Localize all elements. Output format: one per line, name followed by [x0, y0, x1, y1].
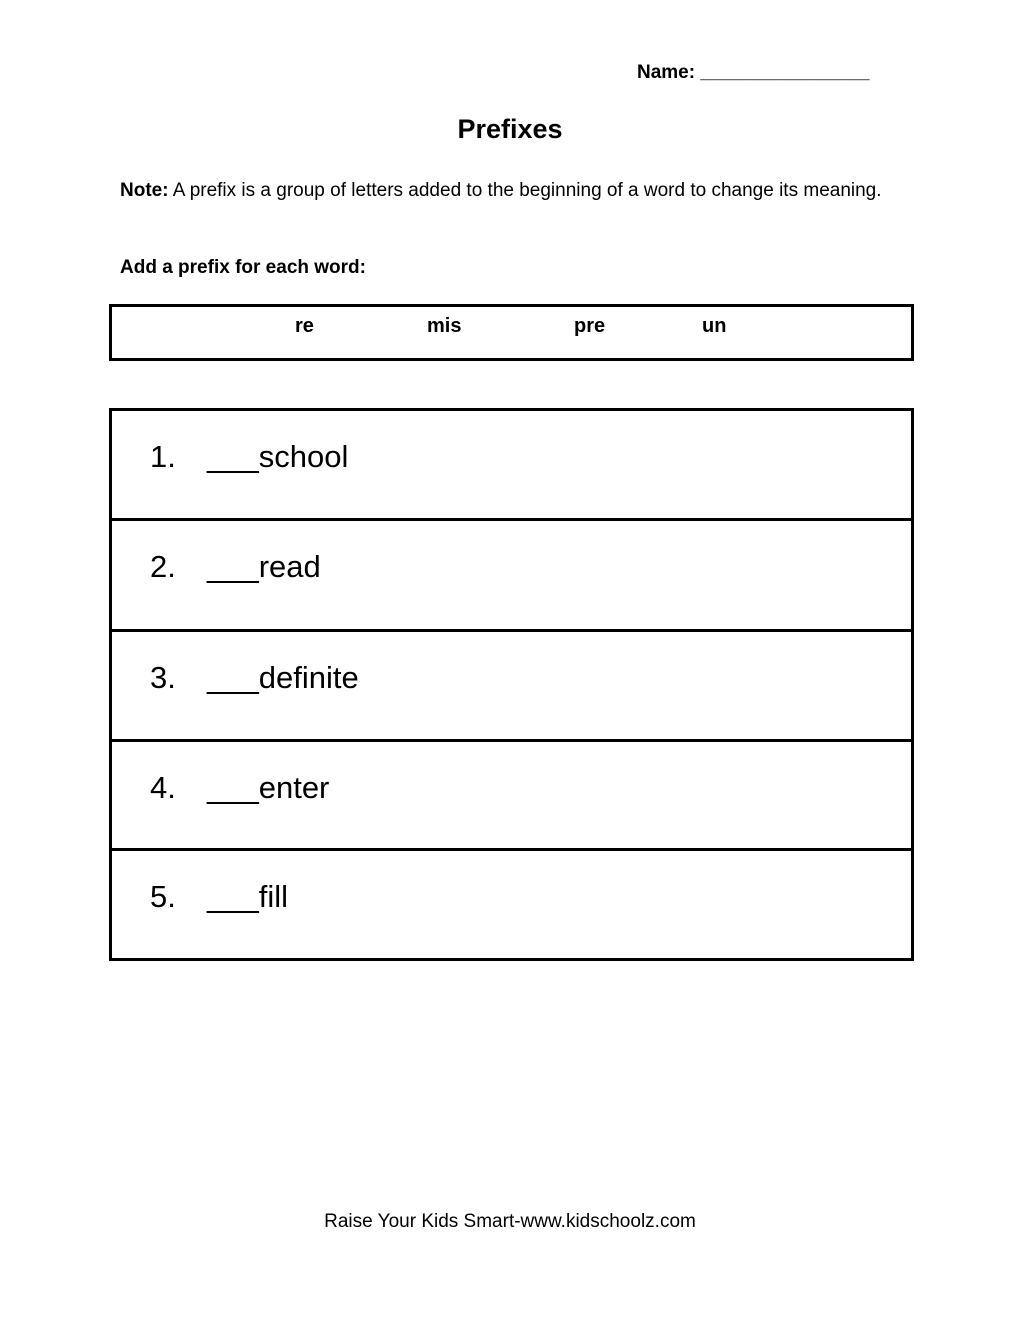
- question-number: 1.: [150, 439, 176, 474]
- question-row: [112, 411, 911, 521]
- note-label: Note:: [120, 180, 169, 201]
- question-word: ___school: [207, 439, 349, 474]
- question-word: ___read: [207, 549, 321, 584]
- question-table: [109, 408, 914, 961]
- prefix-word-bank: [109, 304, 914, 361]
- page-title: Prefixes: [457, 114, 563, 144]
- question-number: 4.: [150, 770, 176, 805]
- question-word: ___fill: [207, 879, 288, 914]
- note-text: A prefix is a group of letters added to the beginning of a word to change its meaning.: [168, 180, 882, 201]
- question-number: 3.: [150, 660, 176, 695]
- question-row: [112, 742, 911, 851]
- question-number: 2.: [150, 549, 176, 584]
- question-row: [112, 632, 911, 742]
- prefix-option: re: [295, 315, 314, 337]
- name-field-label: Name: ________________: [637, 62, 870, 83]
- question-word: ___enter: [207, 770, 330, 805]
- question-word: ___definite: [207, 660, 359, 695]
- note-paragraph: [120, 174, 910, 207]
- question-row: [112, 851, 911, 958]
- prefix-option: un: [702, 315, 727, 337]
- prefix-option: pre: [574, 315, 606, 337]
- question-number: 5.: [150, 879, 176, 914]
- question-row: [112, 521, 911, 632]
- instruction-text: Add a prefix for each word:: [120, 257, 366, 278]
- footer-text: Raise Your Kids Smart-www.kidschoolz.com: [324, 1211, 696, 1232]
- prefix-option: mis: [427, 315, 462, 337]
